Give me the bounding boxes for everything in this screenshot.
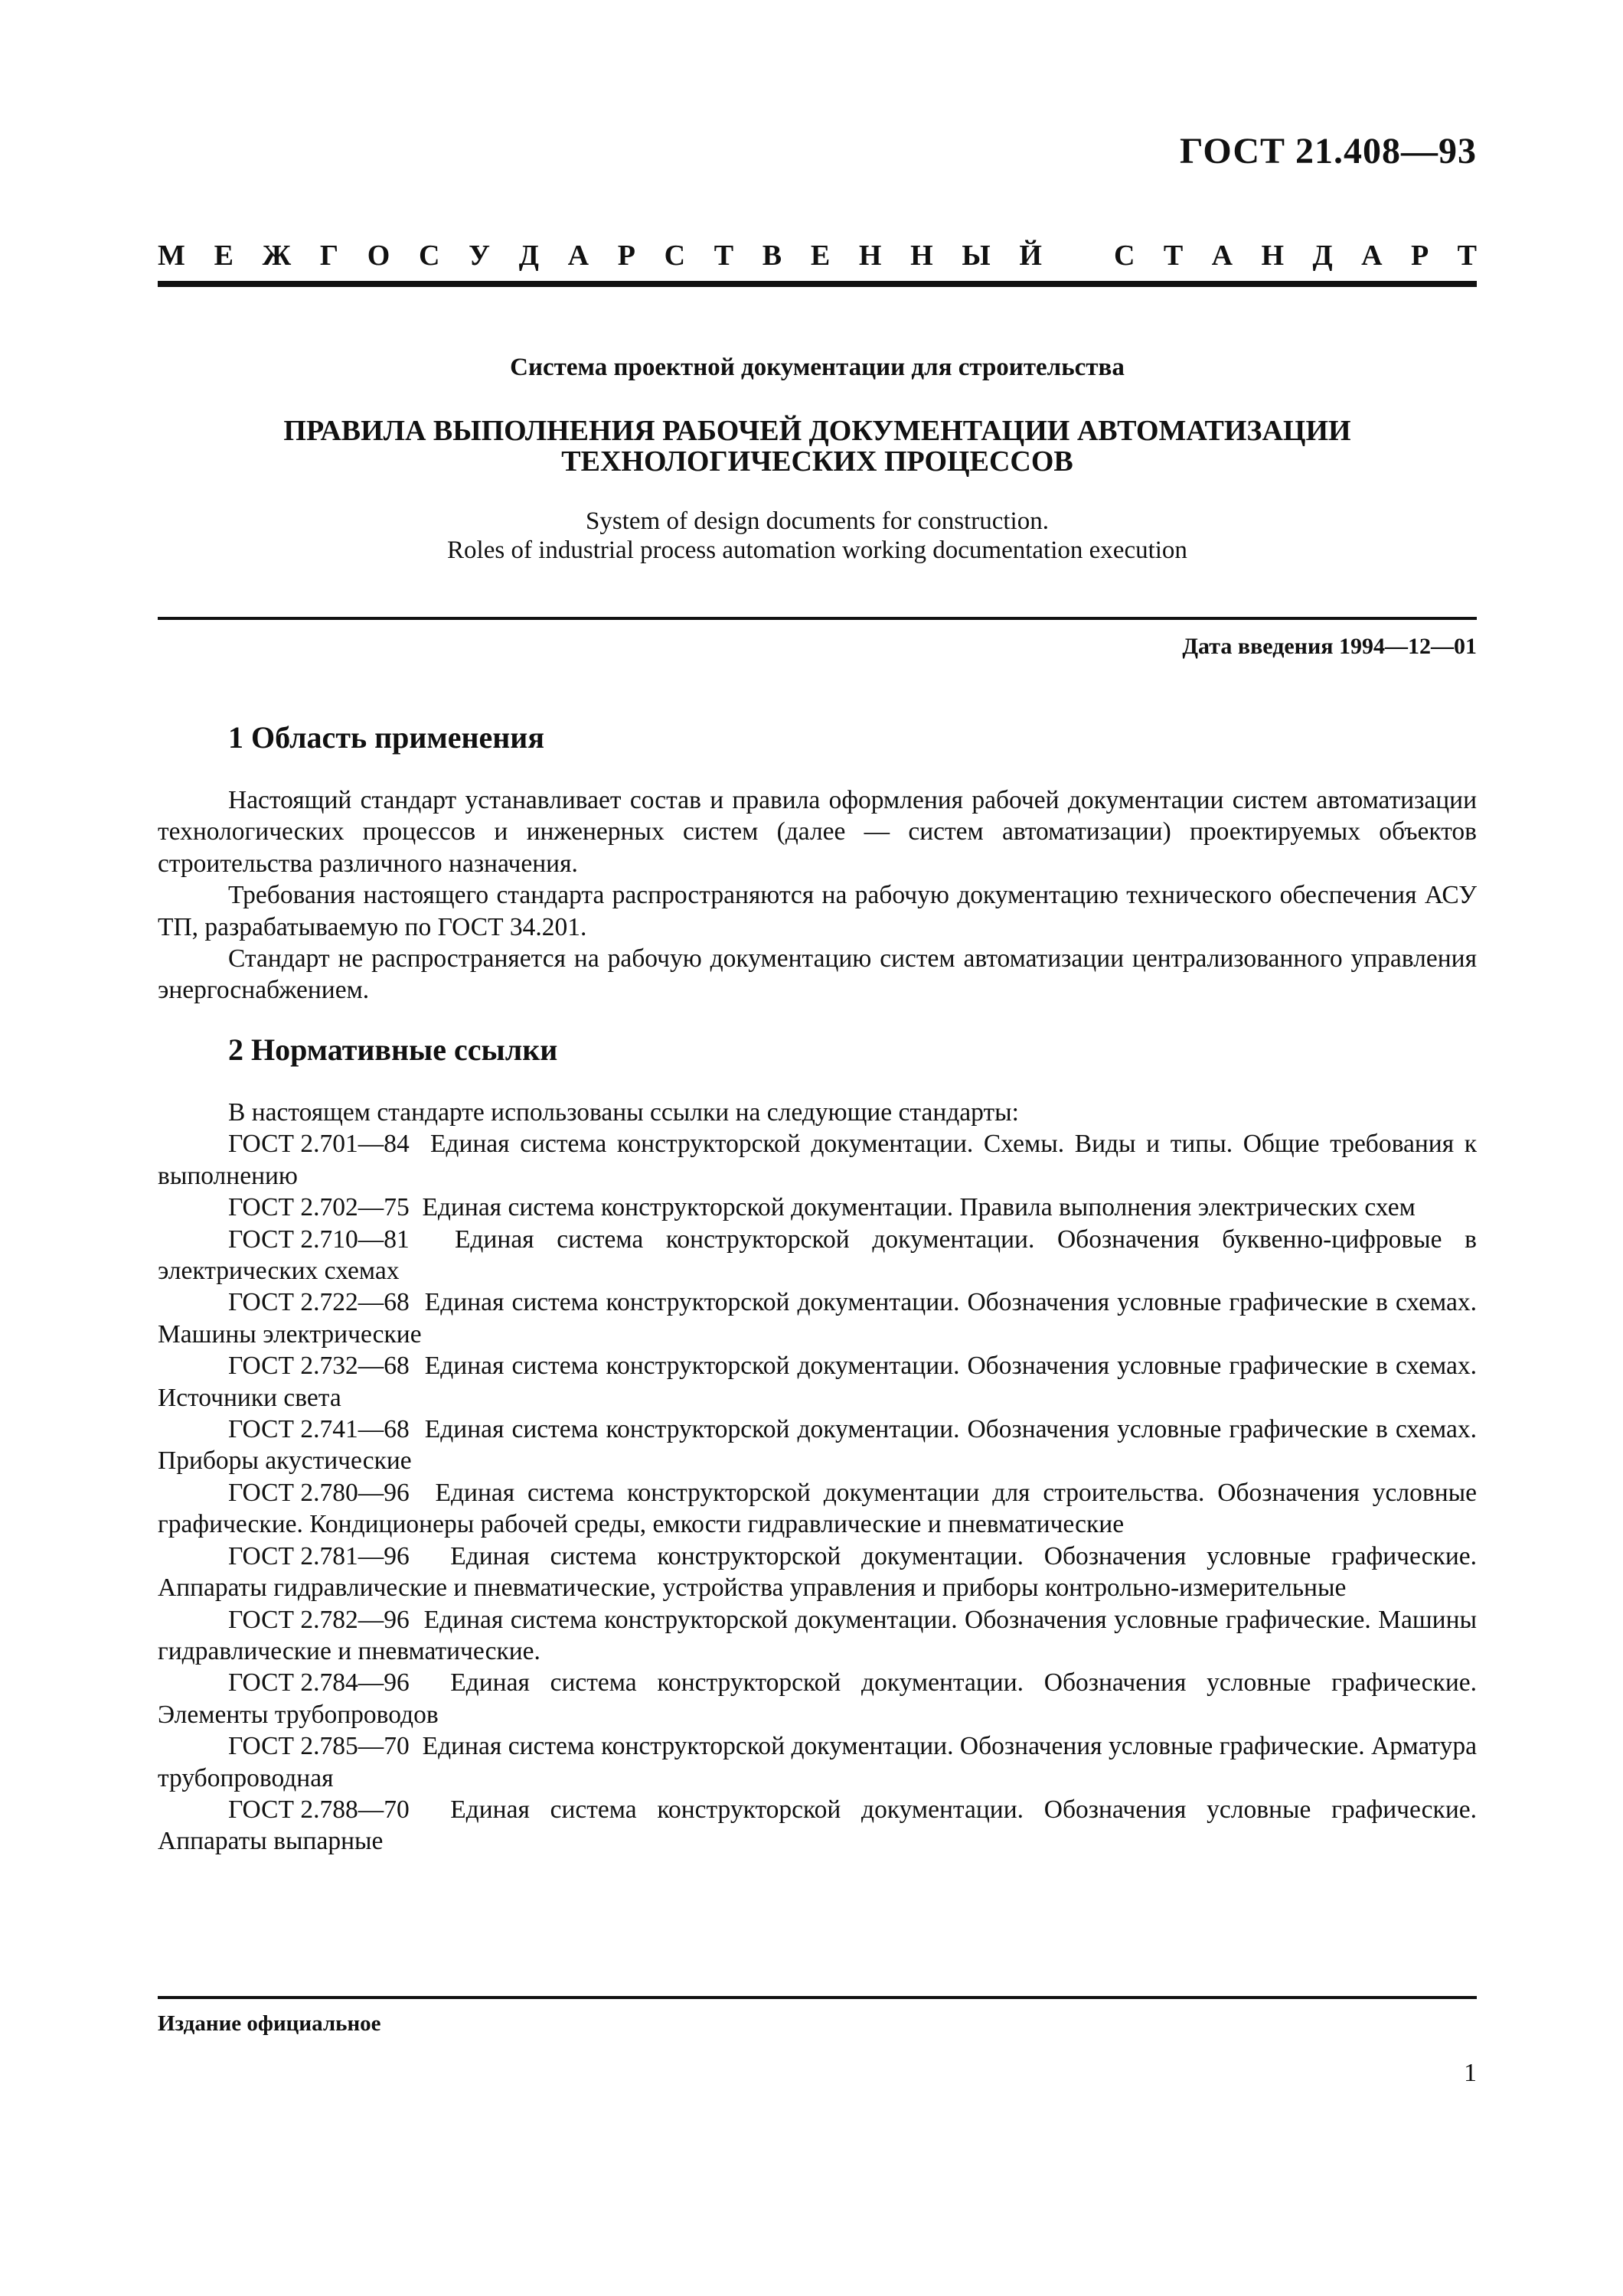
reference-title: Единая система конструкторской документации. Обозначения условные графические в схемах. Источники света — [158, 1352, 1478, 1412]
reference-code: ГОСТ 2.784—96 — [228, 1668, 410, 1698]
section-scope-body — [158, 784, 1477, 1006]
reference-title: Единая система конструкторской документации. Правила выполнения электрических схем — [422, 1193, 1416, 1222]
banner-word-standard: С Т А Н Д А Р Т — [1114, 240, 1477, 272]
reference-item — [158, 1287, 1477, 1350]
reference-title: Единая система конструкторской документации. Обозначения условные графические. Машины гидравлические и пневматические. — [158, 1605, 1478, 1665]
reference-code: ГОСТ 2.782—96 — [228, 1605, 410, 1634]
reference-code: ГОСТ 2.701—84 — [228, 1130, 410, 1159]
reference-item — [158, 1604, 1477, 1668]
introduction-date: Дата введения 1994—12—01 — [1182, 634, 1477, 659]
interstate-standard-banner — [158, 239, 1477, 272]
footer-divider — [158, 1996, 1477, 1999]
document-system: Система проектной документации для строительства — [510, 354, 1125, 381]
title-line-2: ТЕХНОЛОГИЧЕСКИХ ПРОЦЕССОВ — [561, 445, 1073, 478]
reference-item — [158, 1541, 1477, 1604]
section-references-body — [158, 1097, 1477, 1857]
english-title-line-1: System of design documents for construction. — [586, 507, 1049, 535]
title-line-1: ПРАВИЛА ВЫПОЛНЕНИЯ РАБОЧЕЙ ДОКУМЕНТАЦИИ АВТОМАТИЗАЦИИ — [283, 415, 1351, 447]
reference-item — [158, 1730, 1477, 1794]
reference-title: Единая система конструкторской документации. Обозначения условные графические. Элементы трубопроводов — [158, 1668, 1477, 1729]
reference-title: Единая система конструкторской документации. Обозначения условные графические. Аппараты гидравлические и пневматические, устройства управления и приборы контрольно-измерительные — [158, 1541, 1477, 1603]
reference-item — [158, 1128, 1477, 1192]
reference-title: Единая система конструкторской документации. Схемы. Виды и типы. Общие требования к выполнению — [158, 1130, 1477, 1190]
document-number: ГОСТ 21.408—93 — [1180, 131, 1477, 171]
reference-code: ГОСТ 2.702—75 — [228, 1193, 410, 1222]
reference-code: ГОСТ 2.710—81 — [228, 1225, 410, 1254]
page-number: 1 — [1464, 2059, 1477, 2087]
reference-item — [158, 1192, 1477, 1223]
reference-code: ГОСТ 2.785—70 — [228, 1732, 410, 1761]
reference-title: Единая система конструкторской документации. Обозначения условные графические. Арматура трубопроводная — [158, 1732, 1477, 1792]
reference-code: ГОСТ 2.780—96 — [228, 1478, 410, 1507]
paragraph: Стандарт не распространяется на рабочую документацию систем автоматизации централизованного управления энергоснабжением. — [158, 944, 1477, 1005]
document-title — [158, 416, 1477, 477]
header-divider — [158, 281, 1477, 287]
reference-title: Единая система конструкторской документации. Обозначения условные графические. Аппараты выпарные — [158, 1795, 1477, 1856]
reference-code: ГОСТ 2.788—70 — [228, 1795, 410, 1824]
reference-code: ГОСТ 2.781—96 — [228, 1541, 410, 1570]
banner-word-interstate: М Е Ж Г О С У Д А Р С Т В Е Н Н Ы Й — [158, 240, 1042, 272]
reference-title: Единая система конструкторской документации. Обозначения буквенно-цифровые в электрических схемах — [158, 1225, 1477, 1286]
section-heading-scope: 1 Область применения — [228, 720, 544, 755]
reference-code: ГОСТ 2.732—68 — [228, 1352, 410, 1381]
reference-title: Единая система конструкторской документации для строительства. Обозначения условные графические. Кондиционеры рабочей среды, емкости гидравлические и пневматические — [158, 1478, 1477, 1539]
english-title — [158, 507, 1477, 565]
reference-code: ГОСТ 2.741—68 — [228, 1415, 410, 1444]
reference-item — [158, 1350, 1477, 1414]
reference-item — [158, 1414, 1477, 1477]
reference-item — [158, 1224, 1477, 1287]
paragraph: Требования настоящего стандарта распространяются на рабочую документацию технического обеспечения АСУ ТП, разрабатываемую по ГОСТ 34.201. — [158, 881, 1477, 941]
reference-title: Единая система конструкторской документации. Обозначения условные графические в схемах. Приборы акустические — [158, 1415, 1478, 1476]
reference-item — [158, 1794, 1477, 1857]
references-intro: В настоящем стандарте использованы ссылки на следующие стандарты: — [228, 1098, 1019, 1127]
paragraph: Настоящий стандарт устанавливает состав и правила оформления рабочей документации систем автоматизации технологических процессов и инженерных систем (далее — систем автоматизации) проектируемых объектов строительства различного назначения. — [158, 786, 1477, 878]
title-divider — [158, 617, 1477, 620]
official-edition-label: Издание официальное — [158, 2011, 381, 2036]
reference-title: Единая система конструкторской документации. Обозначения условные графические в схемах. Машины электрические — [158, 1288, 1478, 1349]
section-heading-references: 2 Нормативные ссылки — [228, 1032, 558, 1067]
reference-item — [158, 1667, 1477, 1730]
reference-code: ГОСТ 2.722—68 — [228, 1288, 410, 1317]
reference-item — [158, 1477, 1477, 1541]
english-title-line-2: Roles of industrial process automation working documentation execution — [447, 536, 1187, 564]
